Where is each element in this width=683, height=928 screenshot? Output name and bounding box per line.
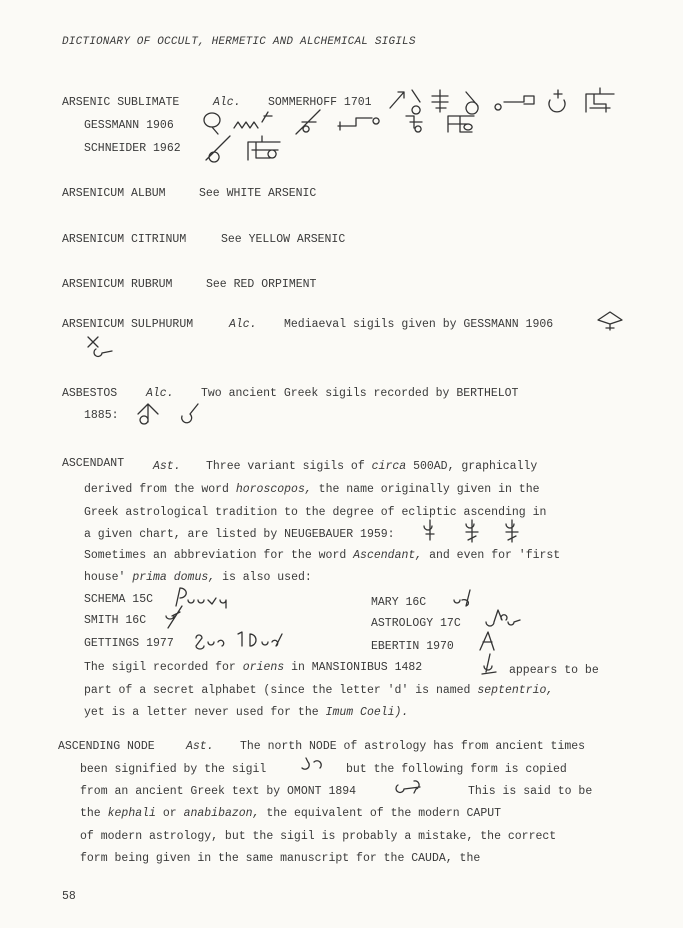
sigil-row-schneider xyxy=(204,132,294,164)
text: yet is a letter never used for the xyxy=(84,706,319,719)
entry-term: ARSENICUM ALBUM xyxy=(62,187,166,200)
entry-abbreviation: Alc. xyxy=(213,96,241,109)
text: part of a secret alphabet (since the letter 'd' is named xyxy=(84,684,471,697)
source-schema: SCHEMA 15C xyxy=(84,593,154,606)
text: the equivalent of the modern CAPUT xyxy=(266,807,502,820)
sigil-astrology xyxy=(484,606,524,632)
italic-term: prima domus, xyxy=(132,571,216,584)
text: in MANSIONIBUS 1482 xyxy=(291,661,423,674)
italic-term: septentrio, xyxy=(477,684,554,697)
source-gettings: GETTINGS 1977 xyxy=(84,637,174,650)
body-line xyxy=(84,571,312,584)
body-line xyxy=(84,661,422,674)
body-line xyxy=(206,460,537,473)
sigil-node-omont xyxy=(394,777,428,795)
text: house' xyxy=(84,571,126,584)
text: the name originally given in the xyxy=(318,483,540,496)
body-line xyxy=(84,684,553,697)
body-line-end: This is said to be xyxy=(468,785,593,798)
sigil-asbestos-pair xyxy=(136,400,206,426)
sigil-row-neugebauer xyxy=(420,516,530,544)
entry-term: ASCENDANT xyxy=(62,457,125,470)
entry-abbreviation: Ast. xyxy=(153,460,181,473)
entry-text: Two ancient Greek sigils recorded by BERTHELOT xyxy=(201,387,519,400)
source-astrology: ASTROLOGY 17C xyxy=(371,617,461,630)
entry-abbreviation: Alc. xyxy=(229,318,257,331)
entry-term: ARSENICUM SULPHURUM xyxy=(62,318,194,331)
entry-continuation: 1885: xyxy=(84,409,119,422)
page-number: 58 xyxy=(62,890,76,903)
text: is also used: xyxy=(222,571,312,584)
source-sommerhoff: SOMMERHOFF 1701 xyxy=(268,96,372,109)
italic-term: Ascendant, xyxy=(353,549,423,562)
body-line: a given chart, are listed by NEUGEBAUER 1959: xyxy=(84,528,395,541)
body-line: form being given in the same manuscript for the CAUDA, the xyxy=(80,852,481,865)
entry-abbreviation: Ast. xyxy=(186,740,214,753)
sigil-mansionibus xyxy=(478,652,500,676)
entry-abbreviation: Alc. xyxy=(146,387,174,400)
body-line: been signified by the sigil xyxy=(80,763,267,776)
entry-term: ASCENDING NODE xyxy=(58,740,155,753)
sigil-smith xyxy=(162,604,188,630)
italic-term: Imum Coeli). xyxy=(325,706,409,719)
text: Sometimes an abbreviation for the word xyxy=(84,549,347,562)
italic-term: horoscopos, xyxy=(235,483,312,496)
see-reference-link[interactable]: See RED ORPIMENT xyxy=(206,278,317,291)
body-line xyxy=(84,549,560,562)
sigil-ebertin xyxy=(478,630,498,652)
italic-term: kephali xyxy=(107,807,156,820)
running-title: DICTIONARY OF OCCULT, HERMETIC AND ALCHEMICAL SIGILS xyxy=(62,36,416,48)
entry-term: ARSENIC SUBLIMATE xyxy=(62,96,180,109)
source-mary: MARY 16C xyxy=(371,596,427,609)
source-gessmann: GESSMANN 1906 xyxy=(84,119,174,132)
sigil-sulphurum-1 xyxy=(596,310,626,332)
see-reference-link[interactable]: See YELLOW ARSENIC xyxy=(221,233,346,246)
body-line xyxy=(84,483,540,496)
body-line-end: but the following form is copied xyxy=(346,763,567,776)
entry-text: Mediaeval sigils given by GESSMANN 1906 xyxy=(284,318,554,331)
body-line xyxy=(84,706,408,719)
entry-term: ARSENICUM RUBRUM xyxy=(62,278,173,291)
text: and even for 'first xyxy=(429,549,561,562)
source-smith: SMITH 16C xyxy=(84,614,147,627)
text: or xyxy=(162,807,177,820)
entry-term: ARSENICUM CITRINUM xyxy=(62,233,187,246)
sigil-gettings xyxy=(192,628,292,652)
sigil-node-common xyxy=(298,756,324,774)
body-line: from an ancient Greek text by OMONT 1894 xyxy=(80,785,357,798)
italic-term: oriens xyxy=(242,661,285,674)
sigil-sulphurum-2 xyxy=(84,333,116,357)
body-line: of modern astrology, but the sigil is probably a mistake, the correct xyxy=(80,830,557,843)
body-line: Greek astrological tradition to the degree of ecliptic ascending in xyxy=(84,506,547,519)
source-ebertin: EBERTIN 1970 xyxy=(371,640,454,653)
text: the xyxy=(80,807,101,820)
text: derived from the word xyxy=(84,483,229,496)
text: 500AD, graphically xyxy=(413,460,538,473)
see-reference-link[interactable]: See WHITE ARSENIC xyxy=(199,187,317,200)
body-line: The north NODE of astrology has from ancient times xyxy=(240,740,586,753)
italic-term: circa xyxy=(371,460,407,473)
text: Three variant sigils of xyxy=(206,460,365,473)
body-line xyxy=(80,807,501,820)
body-line-end: appears to be xyxy=(509,664,599,677)
text: The sigil recorded for xyxy=(84,661,236,674)
italic-term: anabibazon, xyxy=(183,807,260,820)
entry-term: ASBESTOS xyxy=(62,387,118,400)
sigil-mary xyxy=(450,586,476,610)
source-schneider: SCHNEIDER 1962 xyxy=(84,142,181,155)
